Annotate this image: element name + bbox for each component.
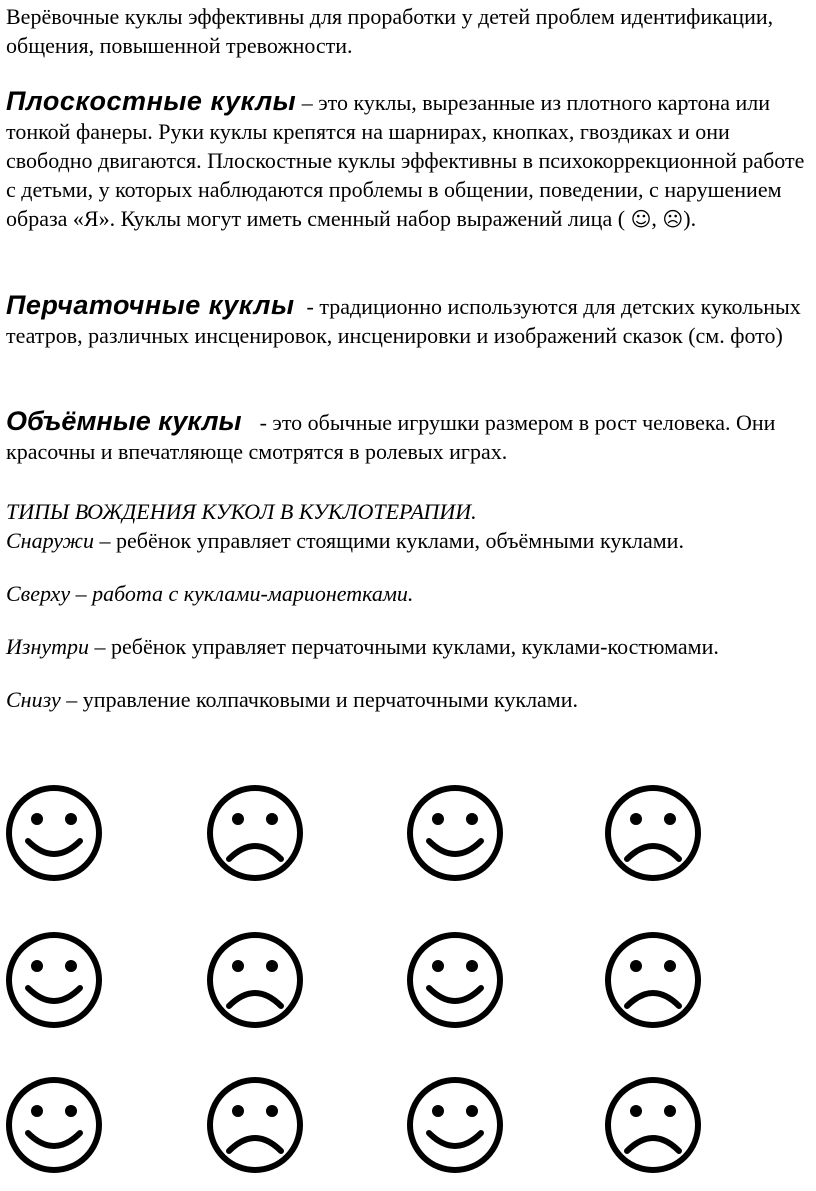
smile-face-icon — [4, 930, 104, 1030]
flat-dolls-text: – это куклы, вырезанные из плотного картона или тонкой фанеры. Руки куклы крепятся на шарнирах, кнопках, гвоздиках и они свободно двигаются. Плоскостные куклы эффективны в психокоррекционной работе с детьми, у которых наблюдаются проблемы в общении, поведении, с нарушением образа «Я». Куклы могут иметь сменный набор выражений лица ( — [6, 90, 805, 231]
type-below — [6, 685, 812, 714]
type-outside-label: Снаружи — [6, 528, 94, 553]
smile-face-icon — [405, 930, 505, 1030]
volume-dolls-paragraph — [6, 407, 812, 466]
volume-dolls-term: Объёмные куклы — [6, 406, 242, 436]
frown-face-icon — [205, 1075, 305, 1175]
intro-paragraph — [6, 2, 812, 60]
flat-dolls-separator: , — [651, 206, 663, 231]
glove-dolls-paragraph — [6, 291, 812, 350]
smile-icon: ☺ — [630, 207, 652, 231]
smile-face-icon — [405, 783, 505, 883]
flat-dolls-paragraph — [6, 87, 812, 234]
smile-face-icon — [4, 1075, 104, 1175]
frown-icon: ☹ — [662, 207, 684, 231]
frown-face-icon — [603, 1075, 703, 1175]
type-below-label: Снизу — [6, 687, 61, 712]
types-heading: ТИПЫ ВОЖДЕНИЯ КУКОЛ В КУКЛОТЕРАПИИ. — [6, 499, 477, 524]
type-outside-text: – ребёнок управляет стоящими куклами, объёмными куклами. — [93, 528, 684, 553]
glove-dolls-term: Перчаточные куклы — [6, 290, 295, 320]
type-inside-label: Изнутри — [6, 634, 90, 659]
type-inside — [6, 632, 812, 661]
volume-dolls-text: - это обычные игрушки размером в рост человека. Они красочны и впечатляюще смотрятся в ролевых играх. — [6, 410, 776, 464]
frown-face-icon — [205, 783, 305, 883]
smile-face-icon — [4, 783, 104, 883]
glove-dolls-text: - традиционно используются для детских кукольных театров, различных инсценировок, инсценировки и изображений сказок (см. фото) — [6, 294, 801, 348]
type-above — [6, 579, 812, 608]
flat-dolls-term: Плоскостные куклы — [6, 86, 297, 116]
frown-face-icon — [603, 930, 703, 1030]
intro-text: Верёвочные куклы эффективны для проработки у детей проблем идентификации, общения, повышенной тревожности. — [6, 4, 774, 58]
smile-face-icon — [405, 1075, 505, 1175]
frown-face-icon — [205, 930, 305, 1030]
type-inside-text: – ребёнок управляет перчаточными куклами, куклами-костюмами. — [89, 634, 719, 659]
type-below-text: – управление колпачковыми и перчаточными куклами. — [60, 687, 579, 712]
frown-face-icon — [603, 783, 703, 883]
type-above-text: Сверху – работа с куклами-марионетками. — [6, 581, 414, 606]
type-outside — [6, 526, 812, 555]
flat-dolls-text-end: ). — [683, 206, 697, 231]
